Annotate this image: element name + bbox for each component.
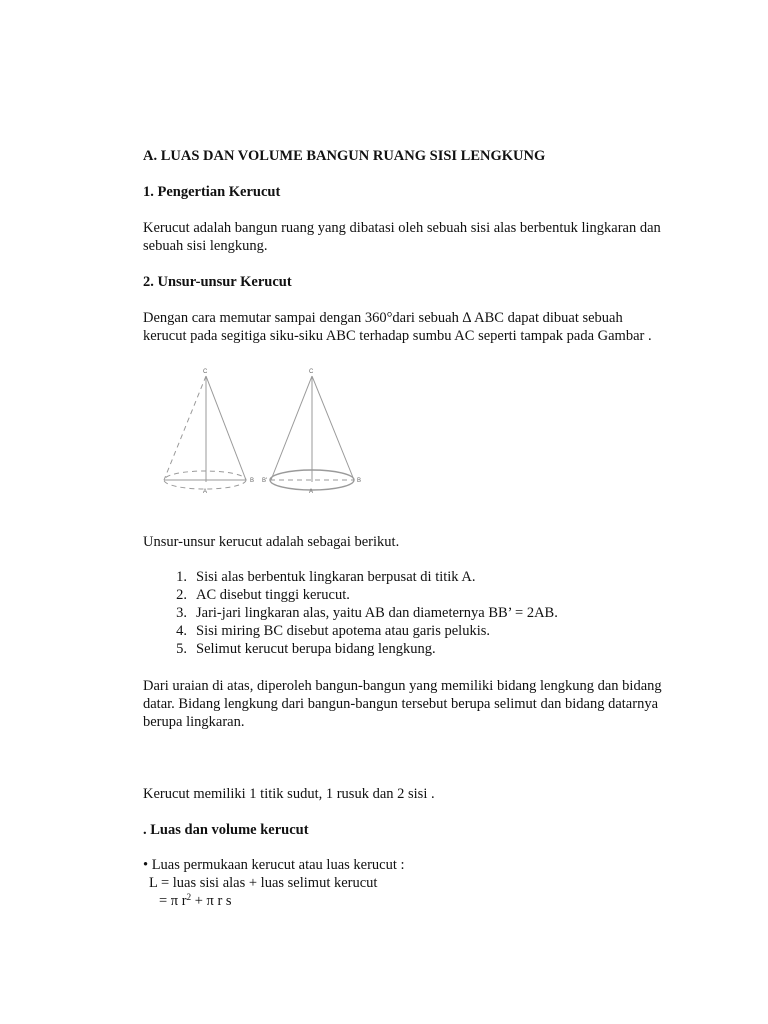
uraian-paragraph: Dari uraian di atas, diperoleh bangun-bangun yang memiliki bidang lengkung dan bidang datar. Bidang lengkung dari bangun-bangun tersebut berupa selimut dan bidang datarnya berupa lingkaran. bbox=[143, 678, 662, 730]
list-item: 2. AC disebut tinggi kerucut. bbox=[176, 587, 350, 603]
section-2-text: Dengan cara memutar sampai dengan 360°dari sebuah ∆ ABC dapat dibuat sebuah kerucut pada segitiga siku-siku ABC terhadap sumbu AC seperti tampak pada Gambar . bbox=[143, 310, 652, 344]
list-item: 4. Sisi miring BC disebut apotema atau garis pelukis. bbox=[176, 623, 490, 639]
left-label-c: C bbox=[203, 369, 208, 375]
right-cone-left-slant bbox=[271, 376, 312, 480]
section-1-title: 1. Pengertian Kerucut bbox=[143, 184, 281, 200]
section-2-title: 2. Unsur-unsur Kerucut bbox=[143, 274, 292, 290]
section-1-text: Kerucut adalah bangun ruang yang dibatasi oleh sebuah sisi alas berbentuk lingkaran dan sebuah sisi lengkung. bbox=[143, 220, 661, 254]
right-label-c: C bbox=[309, 369, 314, 375]
left-label-a: A bbox=[203, 489, 208, 495]
right-label-b-prime: B' bbox=[262, 478, 268, 484]
formula-line-2: L = luas sisi alas + luas selimut kerucut bbox=[149, 875, 378, 891]
list-item: 3. Jari-jari lingkaran alas, yaitu AB dan diameternya BB’ = 2AB. bbox=[176, 605, 558, 621]
right-label-a: A bbox=[309, 489, 314, 495]
titik-paragraph: Kerucut memiliki 1 titik sudut, 1 rusuk dan 2 sisi . bbox=[143, 786, 435, 802]
luas-formula bbox=[143, 856, 563, 910]
formula-line-1: • Luas permukaan kerucut atau luas kerucut : bbox=[143, 857, 405, 873]
list-item: 1. Sisi alas berbentuk lingkaran berpusat di titik A. bbox=[176, 569, 476, 585]
list-item: 5. Selimut kerucut berupa bidang lengkung. bbox=[176, 641, 436, 657]
cone-figure bbox=[150, 362, 380, 497]
main-heading: A. LUAS DAN VOLUME BANGUN RUANG SISI LENGKUNG bbox=[143, 148, 546, 164]
section-3-title: . Luas dan volume kerucut bbox=[143, 822, 309, 838]
right-label-b: B bbox=[357, 478, 362, 484]
left-label-b: B bbox=[250, 478, 255, 484]
formula-line-3: = π $r^2 + \pi$ r s bbox=[159, 892, 232, 909]
right-cone-right-slant bbox=[312, 376, 354, 480]
list-intro: Unsur-unsur kerucut adalah sebagai berikut. bbox=[143, 534, 400, 550]
left-cone-slant-line bbox=[206, 376, 246, 480]
left-cone-dashed-slant bbox=[164, 376, 206, 480]
unsur-list bbox=[143, 568, 663, 658]
